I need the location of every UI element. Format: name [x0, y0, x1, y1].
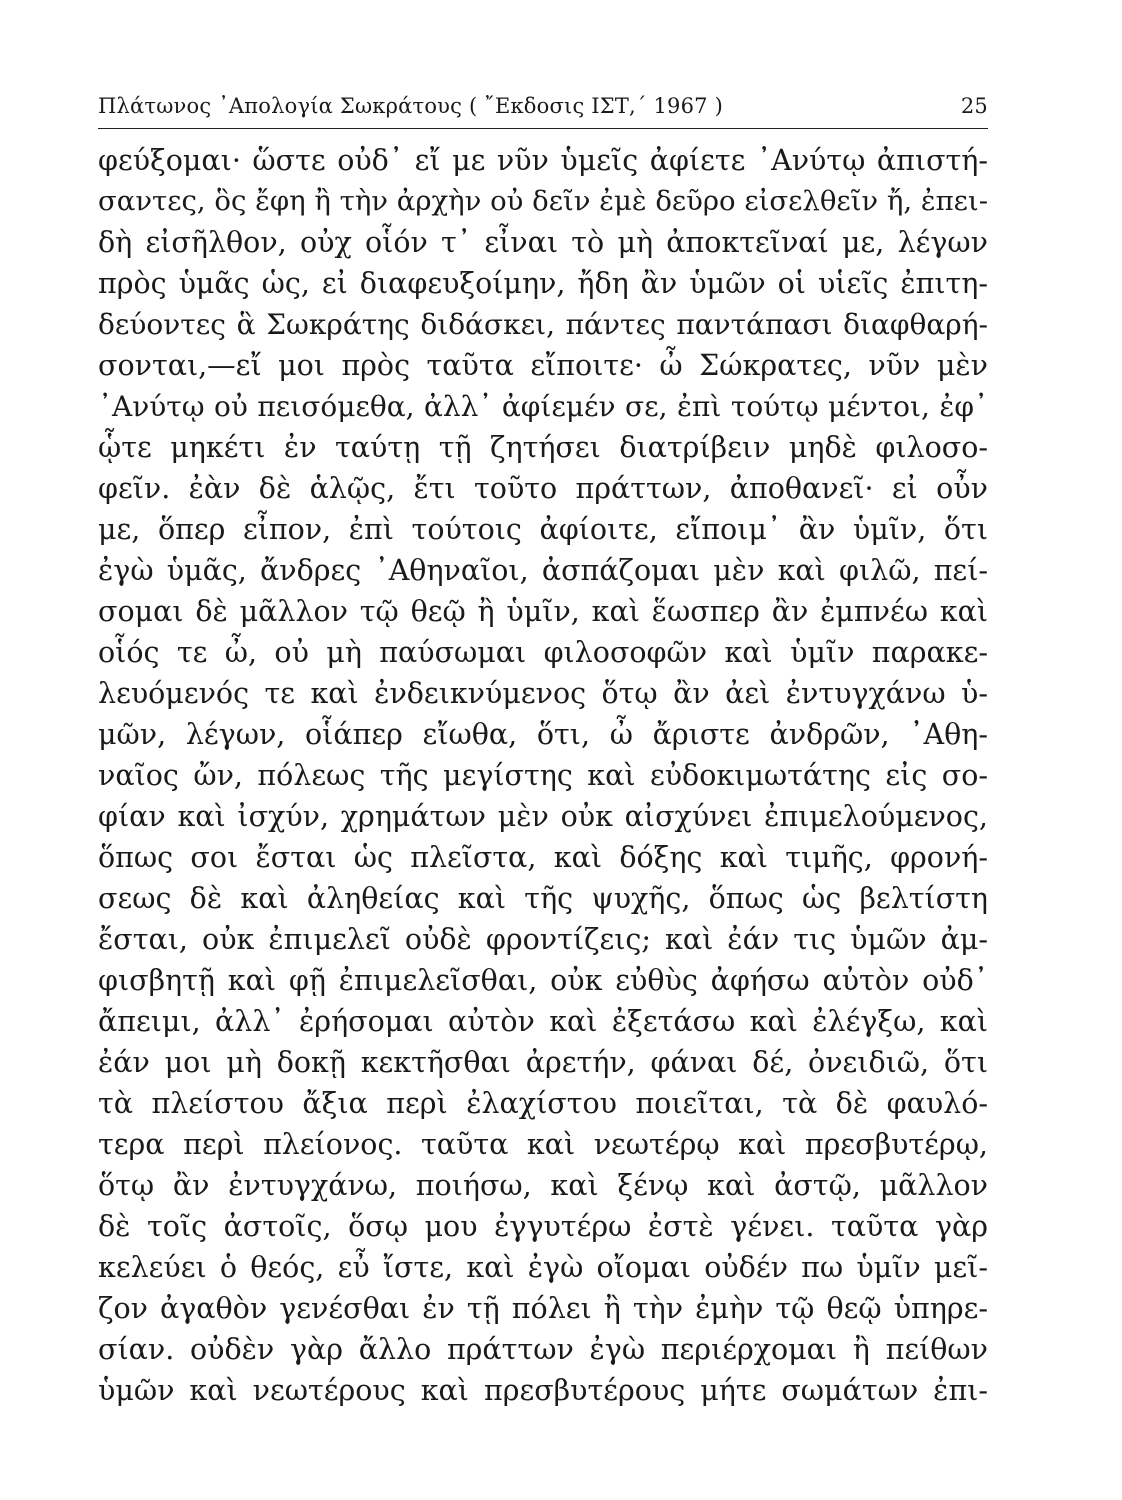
text-line: φεῖν. ἐὰν δὲ ἁλῷς, ἔτι τοῦτο πράττων, ἀποθανεῖ· εἰ οὖν: [98, 472, 988, 505]
text-line: τὰ πλείστου ἄξια περὶ ἐλαχίστου ποιεῖται, τὰ δὲ φαυλό-: [98, 1087, 988, 1120]
text-line: δὲ τοῖς ἀστοῖς, ὅσῳ μου ἐγγυτέρω ἐστὲ γένει. ταῦτα γὰρ: [98, 1210, 988, 1243]
text-line: ᾧτε μηκέτι ἐν ταύτῃ τῇ ζητήσει διατρίβειν μηδὲ φιλοσο-: [98, 431, 988, 464]
text-line: σεως δὲ καὶ ἀληθείας καὶ τῆς ψυχῆς, ὅπως ὡς βελτίστη: [98, 882, 988, 915]
text-line: σαντες, ὃς ἔφη ἢ τὴν ἀρχὴν οὐ δεῖν ἐμὲ δεῦρο εἰσελθεῖν ἤ, ἐπει-: [98, 185, 988, 217]
text-line: φεύξομαι· ὥστε οὐδ᾿ εἴ με νῦν ὑμεῖς ἀφίετε ᾿Ανύτῳ ἀπιστή-: [98, 144, 988, 177]
text-line: φισβητῇ καὶ φῇ ἐπιμελεῖσθαι, οὐκ εὐθὺς ἀφήσω αὐτὸν οὐδ᾿: [98, 964, 988, 997]
text-line: ὅτῳ ἂν ἐντυγχάνω, ποιήσω, καὶ ξένῳ καὶ ἀστῷ, μᾶλλον: [98, 1169, 988, 1202]
text-line: σομαι δὲ μᾶλλον τῷ θεῷ ἢ ὑμῖν, καὶ ἕωσπερ ἂν ἐμπνέω καὶ: [98, 595, 988, 628]
text-line: ἐάν μοι μὴ δοκῇ κεκτῆσθαι ἀρετήν, φάναι δέ, ὀνειδιῶ, ὅτι: [98, 1046, 988, 1079]
text-line: λευόμενός τε καὶ ἐνδεικνύμενος ὅτῳ ἂν ἀεὶ ἐντυγχάνω ὑ-: [98, 677, 988, 710]
text-line: με, ὅπερ εἶπον, ἐπὶ τούτοις ἀφίοιτε, εἴποιμ᾿ ἂν ὑμῖν, ὅτι: [98, 513, 988, 546]
running-title: Πλάτωνος ᾿Απολογία Σωκράτους ( ῎Εκδοσις ΙΣΤ,΄ 1967 ): [98, 94, 724, 118]
text-line: τερα περὶ πλείονος. ταῦτα καὶ νεωτέρῳ καὶ πρεσβυτέρῳ,: [98, 1128, 988, 1161]
page-number: 25: [960, 94, 988, 118]
text-line: ἔσται, οὐκ ἐπιμελεῖ οὐδὲ φροντίζεις; καὶ ἐάν τις ὑμῶν ἀμ-: [98, 923, 988, 956]
text-line: ᾿Ανύτῳ οὐ πεισόμεθα, ἀλλ᾿ ἀφίεμέν σε, ἐπὶ τούτῳ μέντοι, ἐφ᾿: [98, 390, 988, 423]
text-line: οἷός τε ὦ, οὐ μὴ παύσωμαι φιλοσοφῶν καὶ ὑμῖν παρακε-: [98, 636, 988, 669]
text-line: σίαν. οὐδὲν γὰρ ἄλλο πράττων ἐγὼ περιέρχομαι ἢ πείθων: [98, 1333, 988, 1366]
text-line: ὅπως σοι ἔσται ὡς πλεῖστα, καὶ δόξης καὶ τιμῆς, φρονή-: [98, 841, 988, 874]
text-line: κελεύει ὁ θεός, εὖ ἴστε, καὶ ἐγὼ οἴομαι οὐδέν πω ὑμῖν μεῖ-: [98, 1251, 988, 1284]
text-line: ὑμῶν καὶ νεωτέρους καὶ πρεσβυτέρους μήτε σωμάτων ἐπι-: [98, 1374, 988, 1407]
text-line: μῶν, λέγων, οἷάπερ εἴωθα, ὅτι, ὦ ἄριστε ἀνδρῶν, ᾿Αθη-: [98, 718, 988, 751]
text-line: πρὸς ὑμᾶς ὡς, εἰ διαφευξοίμην, ἤδη ἂν ὑμῶν οἱ υἱεῖς ἐπιτη-: [98, 267, 988, 300]
text-line: δεύοντες ἃ Σωκράτης διδάσκει, πάντες παντάπασι διαφθαρή-: [98, 308, 988, 341]
text-line: σονται,—εἴ μοι πρὸς ταῦτα εἴποιτε· ὦ Σώκρατες, νῦν μὲν: [98, 349, 988, 382]
text-line: ζον ἀγαθὸν γενέσθαι ἐν τῇ πόλει ἢ τὴν ἐμὴν τῷ θεῷ ὑπηρε-: [98, 1292, 988, 1325]
header-rule: [98, 128, 988, 129]
text-line: ἄπειμι, ἀλλ᾿ ἐρήσομαι αὐτὸν καὶ ἐξετάσω καὶ ἐλέγξω, καὶ: [98, 1005, 988, 1038]
text-line: ναῖος ὤν, πόλεως τῆς μεγίστης καὶ εὐδοκιμωτάτης εἰς σο-: [98, 759, 988, 792]
text-line: ἐγὼ ὑμᾶς, ἄνδρες ᾿Αθηναῖοι, ἀσπάζομαι μὲν καὶ φιλῶ, πεί-: [98, 554, 988, 587]
text-line: δὴ εἰσῆλθον, οὐχ οἷόν τ᾿ εἶναι τὸ μὴ ἀποκτεῖναί με, λέγων: [98, 226, 988, 259]
body-text: [98, 140, 988, 1411]
text-line: φίαν καὶ ἰσχύν, χρημάτων μὲν οὐκ αἰσχύνει ἐπιμελούμενος,: [98, 800, 988, 833]
running-header: [98, 94, 988, 118]
